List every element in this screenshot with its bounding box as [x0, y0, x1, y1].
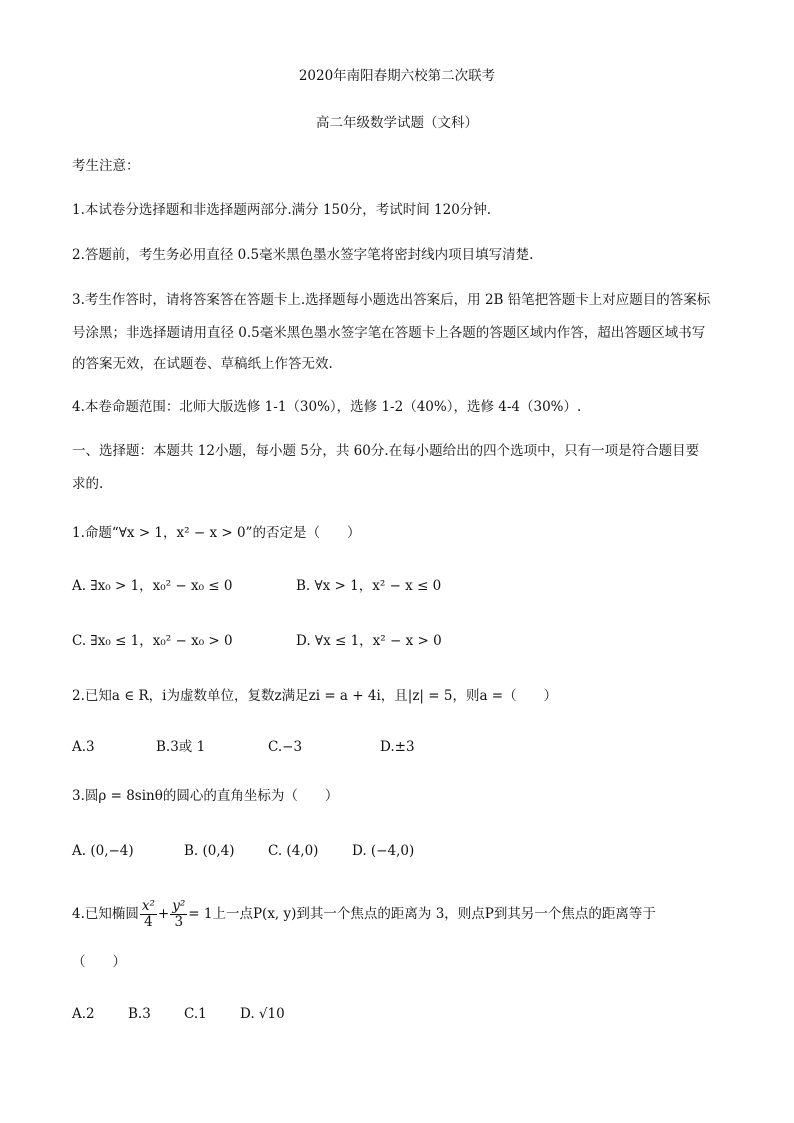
q3-stem: 3.圆ρ = 8sinθ的圆心的直角坐标为（ ）: [72, 788, 339, 804]
q3-option-c: C. (4,0): [268, 843, 319, 859]
q4-fraction-x-numerator: x²: [141, 898, 155, 914]
q2-option-d: D.±3: [380, 739, 415, 755]
q4-fraction-x: [140, 899, 157, 930]
q4-option-d: D. √10: [240, 1006, 285, 1022]
notice-item-3-line-1: 3.考生作答时，请将答案答在答题卡上.选择题每小题选出答案后，用 2B 铅笔把答题卡上对应题目的答案标: [72, 292, 711, 308]
q2-option-b: B.3或 1: [156, 739, 206, 755]
q3-option-a: A. (0,−4): [72, 843, 134, 859]
q4-answer-paren: （ ）: [72, 954, 126, 970]
q4-plus-sign: +: [157, 906, 170, 922]
notice-item-3-line-2: 号涂黑；非选择题请用直径 0.5毫米黑色墨水签字笔在答题卡上各题的答题区域内作答，超出答题区域书写: [72, 325, 706, 341]
q4-option-c: C.1: [184, 1006, 207, 1022]
notice-item-2: 2.答题前，考生务必用直径 0.5毫米黑色墨水签字笔将密封线内项目填写清楚.: [72, 247, 534, 263]
q4-fraction-y-denominator: 3: [174, 914, 184, 930]
q1-option-d: D. ∀x ≤ 1，x² − x > 0: [296, 633, 442, 649]
q2-option-a: A.3: [72, 739, 95, 755]
exam-title: 2020年南阳春期六校第二次联考: [298, 68, 496, 84]
q4-fraction-y-numerator: y²: [172, 898, 186, 914]
q4-fraction-x-denominator: 4: [144, 914, 153, 930]
q2-stem: 2.已知a ∈ R，i为虚数单位，复数z满足zi = a + 4i，且|z| = 5，则a =（ ）: [72, 688, 558, 704]
q4-option-a: A.2: [72, 1006, 95, 1022]
notice-item-4: 4.本卷命题范围：北师大版选修 1-1（30%），选修 1-2（40%），选修 4-4（30%）.: [72, 399, 582, 415]
q4-fraction-y: [170, 899, 187, 930]
notice-item-3-line-3: 的答案无效，在试题卷、草稿纸上作答无效.: [72, 356, 333, 372]
section1-intro-line-1: 一、选择题：本题共 12小题，每小题 5分，共 60分.在每小题给出的四个选项中，只有一项是符合题目要: [72, 443, 700, 459]
q1-option-c: C. ∃x₀ ≤ 1，x₀² − x₀ > 0: [72, 633, 233, 649]
notice-item-1: 1.本试卷分选择题和非选择题两部分.满分 150分，考试时间 120分钟.: [72, 202, 492, 218]
q4-stem: [72, 899, 656, 930]
q4-stem-suffix: = 1上一点P(x, y)到其一个焦点的距离为 3，则点P到其另一个焦点的距离等于: [188, 906, 656, 922]
q2-option-c: C.−3: [268, 739, 303, 755]
section1-intro-line-2: 求的.: [72, 476, 104, 492]
notice-heading: 考生注意：: [72, 158, 140, 174]
q4-stem-prefix: 4.已知椭圆: [72, 906, 139, 922]
subject-title: 高二年级数学试题（文科）: [316, 115, 478, 131]
q3-option-b: B. (0,4): [184, 843, 235, 859]
q1-option-a: A. ∃x₀ > 1，x₀² − x₀ ≤ 0: [72, 578, 233, 594]
q4-option-b: B.3: [128, 1006, 151, 1022]
q1-stem: 1.命题“∀x > 1，x² − x > 0”的否定是（ ）: [72, 525, 361, 541]
q1-option-b: B. ∀x > 1，x² − x ≤ 0: [296, 578, 442, 594]
q3-option-d: D. (−4,0): [352, 843, 415, 859]
